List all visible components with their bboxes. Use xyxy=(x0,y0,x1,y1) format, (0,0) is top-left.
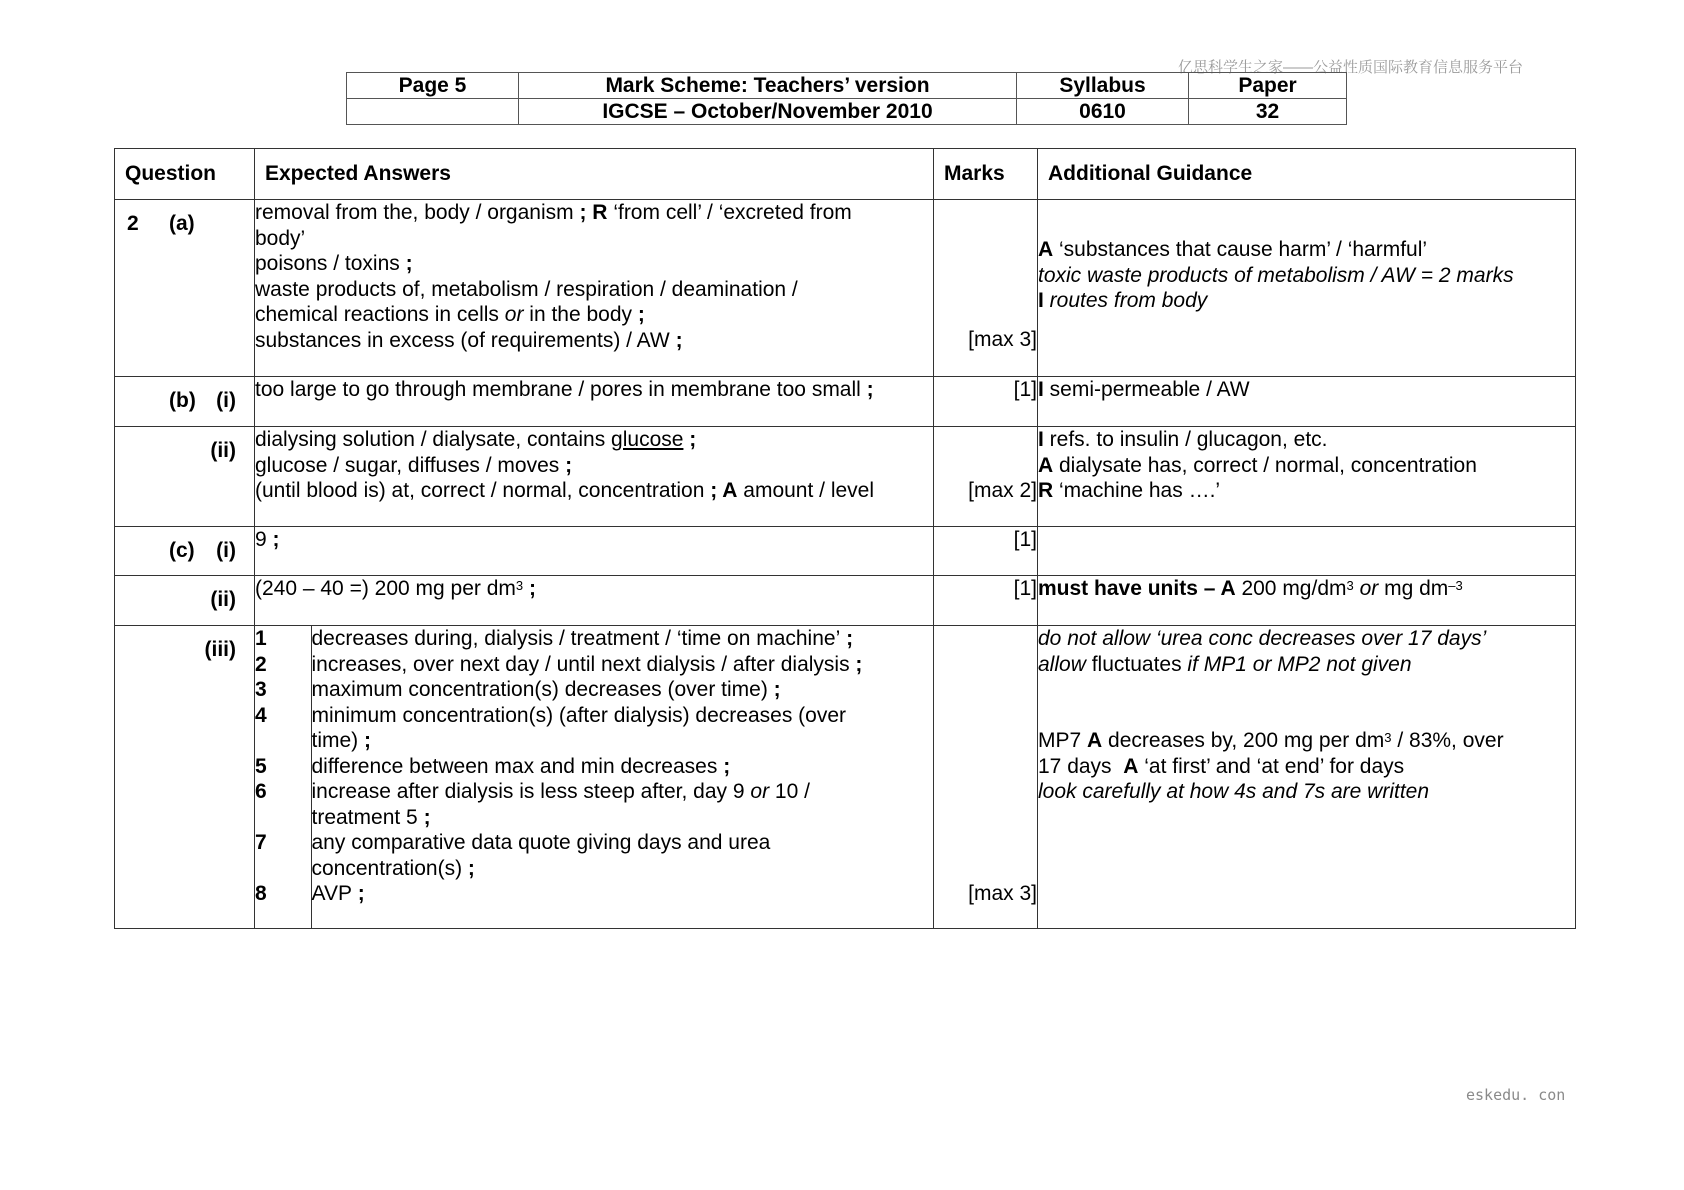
page-label: Page 5 xyxy=(347,73,519,99)
answer-marker: ; xyxy=(462,856,475,880)
watermark-text: 亿思科学生之家——公益性质国际教育信息服务平台 xyxy=(1178,59,1524,76)
guidance-cell xyxy=(1038,200,1576,377)
syllabus-label: Syllabus xyxy=(1017,73,1189,99)
column-marks: Marks xyxy=(934,149,1038,200)
answer-cell xyxy=(255,427,934,527)
answer-text: substances in excess (of requirements) / AW xyxy=(255,328,670,352)
point-numbers xyxy=(255,626,311,928)
answer-text: (until blood is) at, correct / normal, concentration xyxy=(255,479,705,502)
column-expected-answers: Expected Answers xyxy=(255,149,934,200)
point-number: 3 xyxy=(255,678,267,701)
table-row-2b-i xyxy=(115,377,1576,427)
answer-cell xyxy=(255,576,934,626)
guidance-italic: if MP1 or MP2 not given xyxy=(1187,652,1412,676)
answer-marker: ; xyxy=(266,528,280,551)
answer-marker: ; xyxy=(417,805,431,829)
paper-label: Paper xyxy=(1189,73,1347,99)
table-row-2c-ii xyxy=(115,576,1576,626)
answer-marker: ; xyxy=(632,303,645,326)
answer-text: treatment 5 xyxy=(311,805,418,829)
exam-session: IGCSE – October/November 2010 xyxy=(519,99,1017,125)
answer-marker: ; A xyxy=(704,479,738,502)
answer-text: minimum concentration(s) (after dialysis) decreases (over xyxy=(311,703,847,727)
answer-text: body’ xyxy=(255,226,306,250)
answer-text: difference between max and min decreases xyxy=(311,754,718,778)
guidance-cell xyxy=(1038,576,1576,626)
document-title: Mark Scheme: Teachers’ version xyxy=(519,73,1017,99)
guidance-text: mg dm xyxy=(1378,577,1449,600)
guidance-cell xyxy=(1038,527,1576,576)
question-cell xyxy=(115,377,255,427)
marks-cell xyxy=(934,527,1038,576)
guidance-text: ‘machine has ….’ xyxy=(1053,479,1221,502)
answer-marker: ; xyxy=(669,328,683,352)
answer-marker: ; xyxy=(717,754,731,778)
guidance-text: routes from body xyxy=(1043,289,1208,312)
table-row-2a xyxy=(115,200,1576,377)
table-row-2c-iii xyxy=(115,626,1576,929)
syllabus-value: 0610 xyxy=(1017,99,1189,125)
answer-marker: ; xyxy=(840,627,854,650)
question-cell xyxy=(115,427,255,527)
answer-italic: or xyxy=(750,780,770,803)
guidance-text: toxic waste products of metabolism / AW = 2 marks xyxy=(1038,263,1514,287)
point-number: 5 xyxy=(255,754,267,778)
guidance-cell xyxy=(1038,427,1576,527)
marks-value: [1] xyxy=(1013,528,1037,551)
answer-marker: ; xyxy=(399,252,413,275)
marks-cell xyxy=(934,377,1038,427)
answer-marker: ; xyxy=(860,378,874,401)
answer-marker: ; xyxy=(351,882,365,905)
superscript: 3 xyxy=(1346,578,1354,593)
mark-scheme-table xyxy=(114,148,1576,929)
answer-text: 10 / xyxy=(769,780,810,803)
answer-text: increases, over next day / until next dialysis / after dialysis xyxy=(311,652,850,676)
table-row-2c-i xyxy=(115,527,1576,576)
guidance-marker: A xyxy=(1123,754,1139,778)
guidance-text: refs. to insulin / glucagon, etc. xyxy=(1043,428,1328,451)
guidance-text: do not allow ‘urea conc decreases over 17 days’ xyxy=(1038,627,1487,650)
guidance-text: decreases by, 200 mg per dm xyxy=(1102,729,1385,752)
point-number: 6 xyxy=(255,780,267,803)
guidance-text: fluctuates xyxy=(1085,652,1188,676)
answer-cell xyxy=(255,527,934,576)
guidance-text: semi-permeable / AW xyxy=(1043,378,1250,401)
question-part: (b) xyxy=(169,389,196,412)
point-number: 1 xyxy=(255,627,267,650)
answer-marker: ; xyxy=(523,577,536,600)
answer-text: maximum concentration(s) decreases (over time) xyxy=(311,678,768,701)
answer-text: ‘from cell’ / ‘excreted from xyxy=(613,201,852,224)
answer-marker: ; xyxy=(559,453,573,477)
marks-cell xyxy=(934,576,1038,626)
marks-cell xyxy=(934,427,1038,527)
question-number: 2 xyxy=(127,212,139,235)
marks-value: [max 2] xyxy=(968,478,1037,502)
table-row-2b-ii xyxy=(115,427,1576,527)
answer-marker: ; xyxy=(358,729,371,752)
answer-text: concentration(s) xyxy=(311,856,463,880)
point-number: 7 xyxy=(255,831,267,854)
answer-marker: ; R xyxy=(573,201,614,224)
superscript: –3 xyxy=(1448,578,1463,593)
guidance-text: / 83%, over xyxy=(1391,729,1504,752)
answer-text: glucose / sugar, diffuses / moves xyxy=(255,453,560,477)
answer-text: in the body xyxy=(523,303,633,326)
question-cell xyxy=(115,527,255,576)
answer-text: AVP xyxy=(311,882,352,905)
answer-text: any comparative data quote giving days and urea xyxy=(311,831,771,854)
point-number: 8 xyxy=(255,882,267,905)
guidance-text: MP7 xyxy=(1038,729,1088,752)
answer-text: amount / level xyxy=(737,479,875,502)
answer-text: increase after dialysis is less steep after, day 9 xyxy=(311,780,751,803)
answer-text: time) xyxy=(311,729,359,752)
answer-italic: or xyxy=(504,303,524,326)
guidance-marker: A xyxy=(1087,729,1103,752)
guidance-text: ‘substances that cause harm’ / ‘harmful’ xyxy=(1053,238,1428,261)
superscript: 3 xyxy=(1384,730,1392,745)
table-header-row xyxy=(115,149,1576,200)
answer-text: chemical reactions in cells xyxy=(255,303,505,326)
guidance-cell xyxy=(1038,626,1576,929)
marks-value: [1] xyxy=(1013,577,1037,600)
question-subpart: (ii) xyxy=(210,588,236,611)
question-cell xyxy=(115,200,255,377)
answer-marker: ; xyxy=(767,678,781,701)
answer-text: waste products of, metabolism / respiration / deamination / xyxy=(255,277,798,301)
guidance-text: look carefully at how 4s and 7s are written xyxy=(1038,780,1430,803)
guidance-marker: A xyxy=(1038,453,1054,477)
marks-value: [max 3] xyxy=(968,881,1037,905)
answer-marker: ; xyxy=(849,652,863,676)
question-subpart: (i) xyxy=(216,389,236,412)
answer-text: decreases during, dialysis / treatment / ‘time on machine’ xyxy=(311,627,841,650)
guidance-text: dialysate has, correct / normal, concentration xyxy=(1053,453,1477,477)
header-empty-cell xyxy=(347,99,519,125)
column-question: Question xyxy=(115,149,255,200)
question-subpart: (ii) xyxy=(210,439,236,462)
superscript: 3 xyxy=(515,578,524,593)
question-cell xyxy=(115,576,255,626)
guidance-text: 17 days xyxy=(1038,754,1124,778)
guidance-text: ‘at first’ and ‘at end’ for days xyxy=(1138,754,1405,778)
marks-value: [1] xyxy=(1013,378,1037,401)
question-part: (c) xyxy=(169,539,195,562)
guidance-marker: R xyxy=(1038,479,1054,502)
marks-value: [max 3] xyxy=(968,327,1037,351)
answer-underlined: glucose xyxy=(611,428,684,451)
answer-text: dialysing solution / dialysate, contains xyxy=(255,428,612,451)
question-part: (a) xyxy=(169,212,195,235)
guidance-marker: I xyxy=(1038,289,1044,312)
numbered-points xyxy=(255,626,933,928)
header-table xyxy=(346,72,1347,125)
guidance-cell xyxy=(1038,377,1576,427)
question-cell xyxy=(115,626,255,929)
guidance-marker: I xyxy=(1038,378,1044,401)
guidance-text: 200 mg/dm xyxy=(1235,577,1347,600)
answer-text: 9 xyxy=(255,528,267,551)
marks-cell xyxy=(934,200,1038,377)
column-additional-guidance: Additional Guidance xyxy=(1038,149,1576,200)
guidance-marker: must have units – A xyxy=(1038,577,1236,600)
guidance-marker: A xyxy=(1038,238,1054,261)
answer-text: (240 – 40 =) 200 mg per dm xyxy=(255,577,516,600)
guidance-italic: allow xyxy=(1038,652,1086,676)
answer-cell xyxy=(255,377,934,427)
paper-value: 32 xyxy=(1189,99,1347,125)
point-texts xyxy=(311,626,933,928)
marks-cell xyxy=(934,626,1038,929)
point-number: 2 xyxy=(255,652,267,676)
answer-marker: ; xyxy=(683,428,697,451)
point-number: 4 xyxy=(255,703,267,727)
question-subpart: (iii) xyxy=(204,638,236,661)
question-subpart: (i) xyxy=(216,539,236,562)
answer-text: too large to go through membrane / pores in membrane too small xyxy=(255,378,861,401)
answer-text: poisons / toxins xyxy=(255,252,400,275)
guidance-marker: I xyxy=(1038,428,1044,451)
answer-text: removal from the, body / organism xyxy=(255,201,574,224)
answer-cell xyxy=(255,200,934,377)
footer-watermark: eskedu. con xyxy=(1466,1086,1566,1104)
answer-cell xyxy=(255,626,934,929)
guidance-italic: or xyxy=(1353,577,1379,600)
